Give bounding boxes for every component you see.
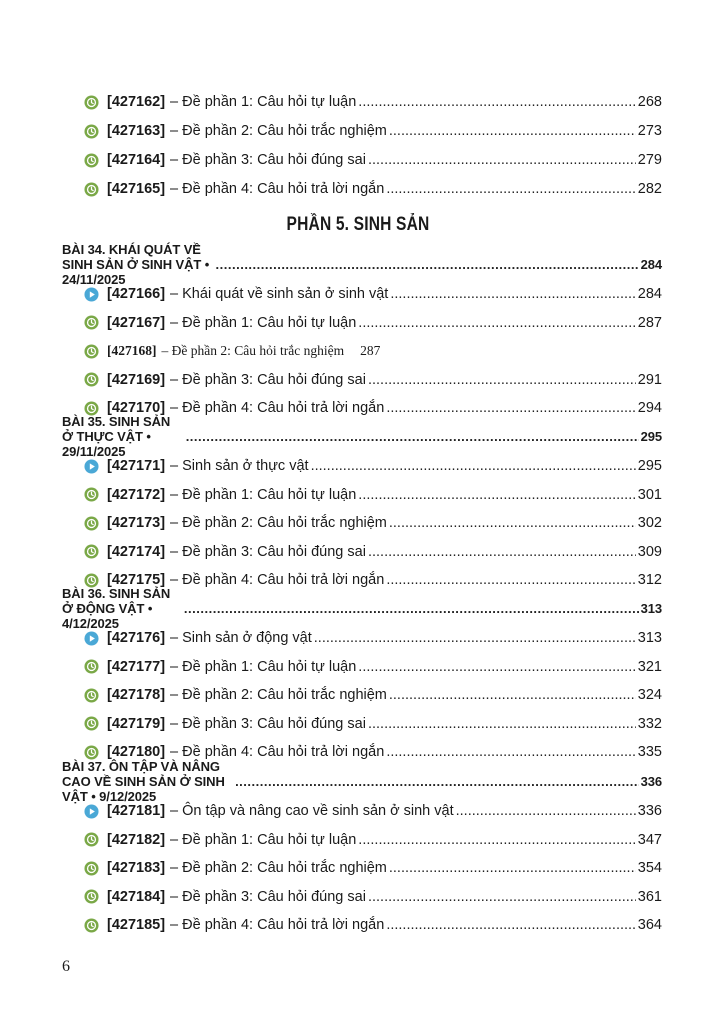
toc-entry[interactable] <box>84 797 662 825</box>
leader-dots <box>184 601 639 616</box>
entry-title: – Đề phần 1: Câu hỏi tự luận <box>170 486 357 503</box>
exercise-icon <box>84 153 99 168</box>
entry-page: 284 <box>637 286 662 302</box>
entry-code: [427171] <box>107 458 166 474</box>
leader-dots <box>386 572 635 588</box>
entry-page: 291 <box>637 371 662 388</box>
leader-dots <box>386 744 635 760</box>
exercise-icon <box>84 716 99 731</box>
entry-code: [427184] <box>107 888 166 905</box>
entry-page: 295 <box>637 458 662 474</box>
entry-page: 294 <box>637 400 662 417</box>
leader-dots <box>389 515 636 531</box>
leader-dots <box>314 630 636 646</box>
entry-code: [427182] <box>107 831 166 848</box>
entry-code: [427168] <box>107 343 157 359</box>
exercise-icon <box>84 124 99 139</box>
lesson-heading[interactable] <box>62 585 662 631</box>
toc-entry[interactable] <box>84 280 662 308</box>
leader-dots <box>368 716 636 732</box>
entry-code: [427177] <box>107 658 166 675</box>
leader-dots <box>389 123 636 139</box>
leader-dots <box>389 687 636 703</box>
leader-dots <box>358 487 636 503</box>
entry-page: 361 <box>637 888 662 905</box>
exercise-icon <box>84 832 99 847</box>
toc-entry[interactable] <box>84 88 662 116</box>
exercise-icon <box>84 315 99 330</box>
lesson-title: BÀI 36. SINH SẢN Ở ĐỘNG VẬT • 4/12/2025 <box>62 585 171 631</box>
toc-entry[interactable] <box>84 624 662 652</box>
toc-entry[interactable] <box>84 117 662 145</box>
entry-title: – Đề phần 2: Câu hỏi trắc nghiệm <box>170 123 387 139</box>
toc-entry[interactable] <box>84 481 662 509</box>
entry-page: 287 <box>637 314 662 331</box>
video-icon <box>84 631 99 646</box>
entry-title: – Khái quát về sinh sản ở sinh vật <box>170 286 389 302</box>
entry-code: [427164] <box>107 152 166 168</box>
lesson-title: BÀI 34. KHÁI QUÁT VỀ SINH SẢN Ở SINH VẬT • 24/11/2025 <box>62 241 210 287</box>
entry-page: 268 <box>637 94 662 110</box>
entry-code: [427166] <box>107 286 166 302</box>
page-number: 6 <box>62 958 70 975</box>
exercise-icon <box>84 372 99 387</box>
toc-entry[interactable] <box>84 366 662 394</box>
toc-entry[interactable] <box>84 681 662 709</box>
toc-entry[interactable] <box>84 826 662 854</box>
toc-entry[interactable] <box>84 175 662 203</box>
toc-entry[interactable] <box>84 452 662 480</box>
entry-title: – Đề phần 1: Câu hỏi tự luận <box>170 658 357 675</box>
entry-title: – Đề phần 3: Câu hỏi đúng sai <box>170 888 366 905</box>
exercise-icon <box>84 516 99 531</box>
entry-page: 335 <box>637 744 662 761</box>
entry-page: 354 <box>637 860 662 877</box>
entry-title: – Ôn tập và nâng cao về sinh sản ở sinh vật <box>170 803 454 819</box>
lesson-page: 313 <box>640 600 662 616</box>
leader-dots <box>358 315 636 331</box>
toc-entry[interactable] <box>84 337 662 365</box>
leader-dots <box>368 372 636 388</box>
entry-page: 302 <box>637 515 662 532</box>
entry-code: [427163] <box>107 123 166 139</box>
entry-page: 312 <box>637 572 662 589</box>
entry-code: [427174] <box>107 543 166 560</box>
entry-code: [427181] <box>107 803 166 819</box>
entry-title: – Sinh sản ở động vật <box>170 630 312 646</box>
entry-code: [427180] <box>107 744 166 761</box>
entry-page: 282 <box>637 181 662 197</box>
exercise-icon <box>84 659 99 674</box>
section-heading: PHẦN 5. SINH SẢN <box>286 214 430 235</box>
video-icon <box>84 287 99 302</box>
entry-code: [427173] <box>107 515 166 532</box>
entry-code: [427178] <box>107 687 166 704</box>
toc-entry[interactable] <box>84 509 662 537</box>
entry-title: – Đề phần 1: Câu hỏi tự luận <box>170 94 357 110</box>
entry-title: – Đề phần 3: Câu hỏi đúng sai <box>170 152 366 168</box>
leader-dots <box>456 803 636 819</box>
leader-dots <box>358 94 636 110</box>
entry-page: 287 <box>360 343 381 359</box>
leader-dots <box>311 458 636 474</box>
entry-title: – Đề phần 4: Câu hỏi trả lời ngắn <box>170 744 385 761</box>
entry-code: [427162] <box>107 94 166 110</box>
toc-entry[interactable] <box>84 854 662 882</box>
entry-page: 279 <box>637 152 662 168</box>
entry-page: 313 <box>637 630 662 646</box>
toc-entry[interactable] <box>84 883 662 911</box>
exercise-icon <box>84 544 99 559</box>
entry-page: 321 <box>637 658 662 675</box>
exercise-icon <box>84 95 99 110</box>
lesson-page: 295 <box>640 428 662 444</box>
entry-code: [427176] <box>107 630 166 646</box>
exercise-icon <box>84 487 99 502</box>
entry-title: – Đề phần 1: Câu hỏi tự luận <box>170 831 357 848</box>
entry-page: 347 <box>637 831 662 848</box>
lesson-heading[interactable] <box>62 758 662 804</box>
entry-title: – Đề phần 4: Câu hỏi trả lời ngắn <box>170 181 385 197</box>
lesson-heading[interactable] <box>62 413 662 459</box>
entry-title: – Đề phần 4: Câu hỏi trả lời ngắn <box>170 572 385 589</box>
exercise-icon <box>84 889 99 904</box>
entry-code: [427169] <box>107 371 166 388</box>
entry-code: [427183] <box>107 860 166 877</box>
lesson-page: 336 <box>640 773 662 789</box>
leader-dots <box>368 152 636 168</box>
entry-title: – Đề phần 3: Câu hỏi đúng sai <box>170 371 366 388</box>
entry-code: [427172] <box>107 486 166 503</box>
leader-dots <box>368 889 636 905</box>
lesson-title: BÀI 35. SINH SẢN Ở THỰC VẬT • 29/11/2025 <box>62 413 171 459</box>
entry-page: 273 <box>637 123 662 139</box>
entry-code: [427165] <box>107 181 166 197</box>
leader-dots <box>386 400 635 416</box>
leader-dots <box>186 429 639 444</box>
toc-entry[interactable] <box>84 911 662 939</box>
exercise-icon <box>84 861 99 876</box>
video-icon <box>84 459 99 474</box>
entry-code: [427185] <box>107 917 166 934</box>
entry-title: – Đề phần 2: Câu hỏi trắc nghiệm <box>170 687 387 704</box>
entry-page: 309 <box>637 543 662 560</box>
toc-entry[interactable] <box>84 710 662 738</box>
exercise-icon <box>84 688 99 703</box>
entry-title: – Đề phần 3: Câu hỏi đúng sai <box>170 543 366 560</box>
entry-title: – Đề phần 2: Câu hỏi trắc nghiệm <box>170 515 387 532</box>
entry-code: [427179] <box>107 715 166 732</box>
entry-page: 332 <box>637 715 662 732</box>
toc-entry[interactable] <box>84 538 662 566</box>
leader-dots <box>390 286 635 302</box>
entry-code: [427167] <box>107 314 166 331</box>
entry-title: – Đề phần 2: Câu hỏi trắc nghiệm <box>161 343 345 359</box>
exercise-icon <box>84 344 99 359</box>
video-icon <box>84 804 99 819</box>
leader-dots <box>386 181 635 197</box>
leader-dots <box>358 659 636 675</box>
toc-entry[interactable] <box>84 146 662 174</box>
lesson-heading[interactable] <box>62 241 662 287</box>
entry-title: – Đề phần 4: Câu hỏi trả lời ngắn <box>170 400 385 417</box>
entry-page: 336 <box>637 803 662 819</box>
entry-code: [427170] <box>107 400 166 417</box>
toc-entry[interactable] <box>84 309 662 337</box>
entry-title: – Đề phần 3: Câu hỏi đúng sai <box>170 715 366 732</box>
entry-title: – Đề phần 2: Câu hỏi trắc nghiệm <box>170 860 387 877</box>
leader-dots <box>235 774 639 789</box>
entry-title: – Sinh sản ở thực vật <box>170 458 309 474</box>
leader-dots <box>386 917 635 933</box>
entry-page: 301 <box>637 486 662 503</box>
exercise-icon <box>84 182 99 197</box>
lesson-title: BÀI 37. ÔN TẬP VÀ NÂNG CAO VỀ SINH SẢN Ở SINH VẬT • 9/12/2025 <box>62 758 225 804</box>
entry-page: 364 <box>637 917 662 934</box>
leader-dots <box>389 860 636 876</box>
entry-page: 324 <box>637 687 662 704</box>
leader-dots <box>358 832 636 848</box>
entry-code: [427175] <box>107 572 166 589</box>
lesson-page: 284 <box>640 256 662 272</box>
entry-title: – Đề phần 4: Câu hỏi trả lời ngắn <box>170 917 385 934</box>
leader-dots <box>368 544 636 560</box>
entry-title: – Đề phần 1: Câu hỏi tự luận <box>170 314 357 331</box>
toc-entry[interactable] <box>84 653 662 681</box>
exercise-icon <box>84 918 99 933</box>
leader-dots <box>216 257 639 272</box>
